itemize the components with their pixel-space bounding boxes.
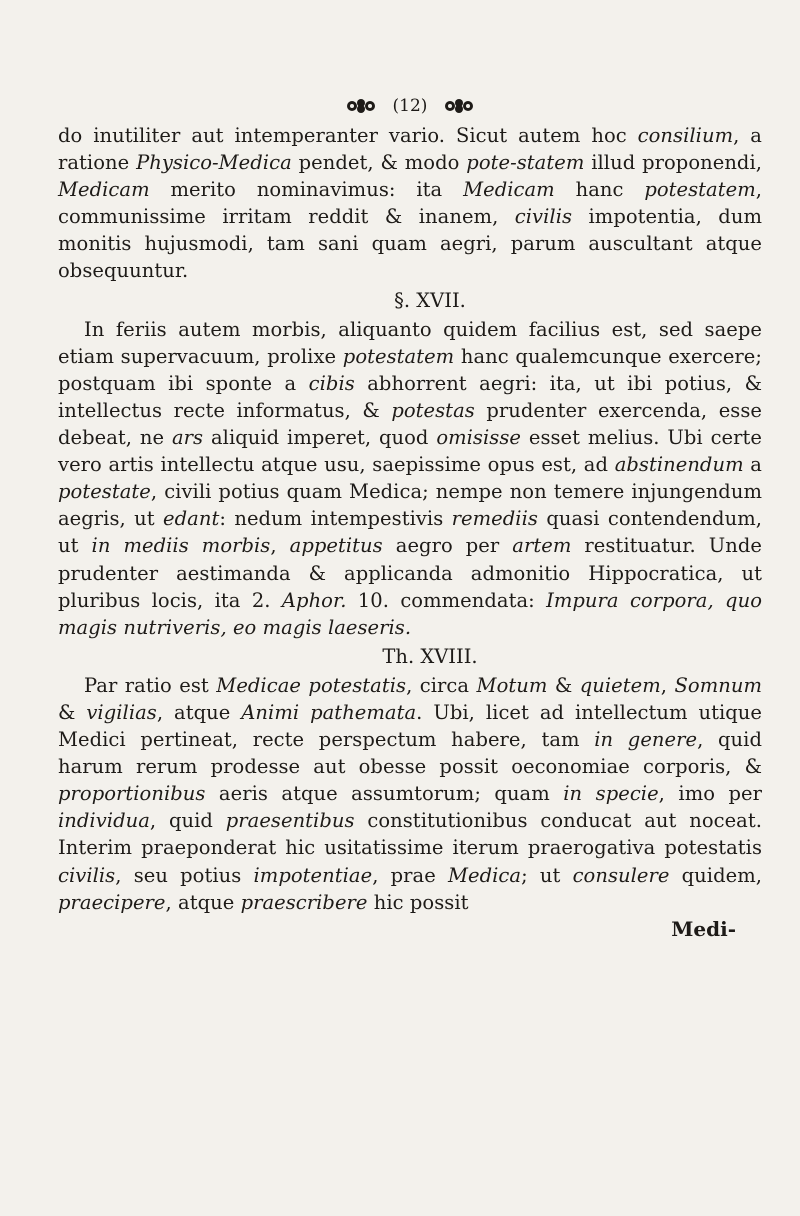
text-run: constitutionibus conducat aut noceat. Interim praeponderat hic usitatissime iterum praerogativa potestatis xyxy=(58,809,762,860)
italic-phrase: Somnum xyxy=(674,673,762,697)
text-run: , prae xyxy=(372,863,448,887)
page-number: (12) xyxy=(392,96,428,116)
italic-phrase: praescribere xyxy=(240,890,368,914)
section-heading-18: Th. XVIII. xyxy=(382,644,478,668)
fleuron-right-icon xyxy=(444,98,474,114)
text-run: impotentia, dum monitis hujusmodi, tam sani quam aegri, parum auscultant atque obsequuntur. xyxy=(58,205,762,283)
text-run: , circa xyxy=(406,673,477,697)
text-run: aeris atque assumtorum; quam xyxy=(205,782,564,806)
italic-phrase: Impura corpora, quo magis nutriveris, eo magis laeseris. xyxy=(58,588,762,639)
text-run: merito nominavimus: ita xyxy=(149,178,464,202)
text-run: , imo per xyxy=(658,782,762,806)
italic-phrase: in mediis morbis xyxy=(91,534,271,558)
italic-phrase: ars xyxy=(172,426,204,450)
italic-phrase: Medica xyxy=(448,863,522,887)
italic-phrase: abstinendum xyxy=(614,453,744,477)
italic-phrase: civilis xyxy=(58,863,116,887)
text-run: abhorrent aegri: ita, ut ibi potius, & intellectus recte informatus, & xyxy=(58,371,762,422)
text-run: , atque xyxy=(156,700,242,724)
text-run: , civili potius quam Medica; nempe non temere injungendum aegris, ut xyxy=(58,480,762,531)
paragraph-1 xyxy=(58,122,762,285)
text-run: hic possit xyxy=(367,890,469,914)
text-run: , a ratione xyxy=(58,124,762,175)
italic-phrase: praesentibus xyxy=(225,809,355,833)
italic-phrase: impotentiae xyxy=(253,863,373,887)
text-run: 10. commendata: xyxy=(346,588,547,612)
text-run: & xyxy=(58,700,87,724)
italic-phrase: Medicam xyxy=(58,178,150,202)
text-run: . Ubi, licet ad intellectum utique Medici pertineat, recte perspectum habere, tam xyxy=(58,700,762,752)
italic-phrase: proportionibus xyxy=(58,782,206,806)
italic-phrase: edant xyxy=(163,507,220,531)
italic-phrase: vigilias xyxy=(86,700,157,724)
italic-phrase: in specie xyxy=(563,782,659,806)
text-run: Par ratio est xyxy=(84,673,217,697)
italic-phrase: potestatem xyxy=(644,178,756,202)
text-run: ; ut xyxy=(521,863,573,887)
text-run: , communissime irritam reddit & inanem, xyxy=(58,178,762,229)
text-run: hanc xyxy=(554,178,645,202)
italic-phrase: consilium xyxy=(637,124,734,147)
text-run: a xyxy=(743,453,762,477)
text-run: do inutiliter aut intemperanter vario. Sicut autem hoc xyxy=(58,124,638,147)
paragraph-3 xyxy=(58,672,762,916)
paragraph-2 xyxy=(58,316,762,641)
italic-phrase: artem xyxy=(512,534,572,558)
italic-phrase: quietem xyxy=(579,673,661,697)
italic-phrase: appetitus xyxy=(289,534,383,558)
text-run: aliquid imperet, quod xyxy=(203,426,437,450)
italic-phrase: Medicam xyxy=(463,178,555,202)
section-heading-17: §. XVII. xyxy=(394,288,466,312)
text-run: , atque xyxy=(165,890,241,914)
italic-phrase: consulere xyxy=(572,863,670,887)
text-run: hanc qualemcunque exercere; postquam ibi sponte a xyxy=(58,344,762,395)
text-run: restituatur. Unde prudenter aestimanda & applicanda admonitio Hippocratica, ut pluribus locis, ita 2. xyxy=(58,534,762,612)
text-run: quidem, xyxy=(669,863,762,887)
text-run: esset melius. Ubi certe vero artis intellectu atque usu, saepissime opus est, ad xyxy=(58,426,762,477)
text-run: , seu potius xyxy=(115,863,254,887)
text-run: : nedum intempestivis xyxy=(219,507,452,531)
text-run: & xyxy=(547,673,580,697)
italic-phrase: individua xyxy=(58,809,150,833)
italic-phrase: Physico-Medica xyxy=(136,151,292,175)
italic-phrase: Animi pathemata xyxy=(241,700,417,724)
italic-phrase: Medicae potestatis xyxy=(216,673,407,697)
italic-phrase: pote-statem xyxy=(466,151,585,175)
italic-phrase: remediis xyxy=(451,507,538,531)
italic-phrase: in genere xyxy=(594,728,698,752)
text-run: , xyxy=(270,534,290,558)
italic-phrase: praecipere xyxy=(58,890,166,914)
italic-phrase: Aphor. xyxy=(281,588,347,612)
text-run: quasi contendendum, ut xyxy=(58,507,762,558)
italic-phrase: potestatem xyxy=(342,344,455,368)
italic-phrase: omisisse xyxy=(436,426,521,450)
fleuron-left-icon xyxy=(346,98,376,114)
text-run: , quid harum rerum prodesse aut obesse possit oeconomiae corporis, & xyxy=(58,728,762,779)
italic-phrase: Motum xyxy=(476,673,548,697)
page-header xyxy=(58,90,762,120)
italic-phrase: potestate xyxy=(58,480,151,504)
text-run: aegro per xyxy=(382,534,513,558)
text-run: , xyxy=(660,673,675,697)
italic-phrase: potestas xyxy=(391,398,475,422)
italic-phrase: cibis xyxy=(308,371,355,395)
text-run: In feriis autem morbis, aliquanto quidem facilius est, sed saepe etiam supervacuum, prolixe xyxy=(58,317,762,368)
catchword: Medi- xyxy=(671,916,736,941)
italic-phrase: civilis xyxy=(514,205,573,229)
text-run: illud proponendi, xyxy=(584,151,762,175)
text-run: prudenter exercenda, esse debeat, ne xyxy=(58,398,763,450)
text-run: pendet, & modo xyxy=(291,151,467,175)
text-run: , quid xyxy=(149,809,226,833)
